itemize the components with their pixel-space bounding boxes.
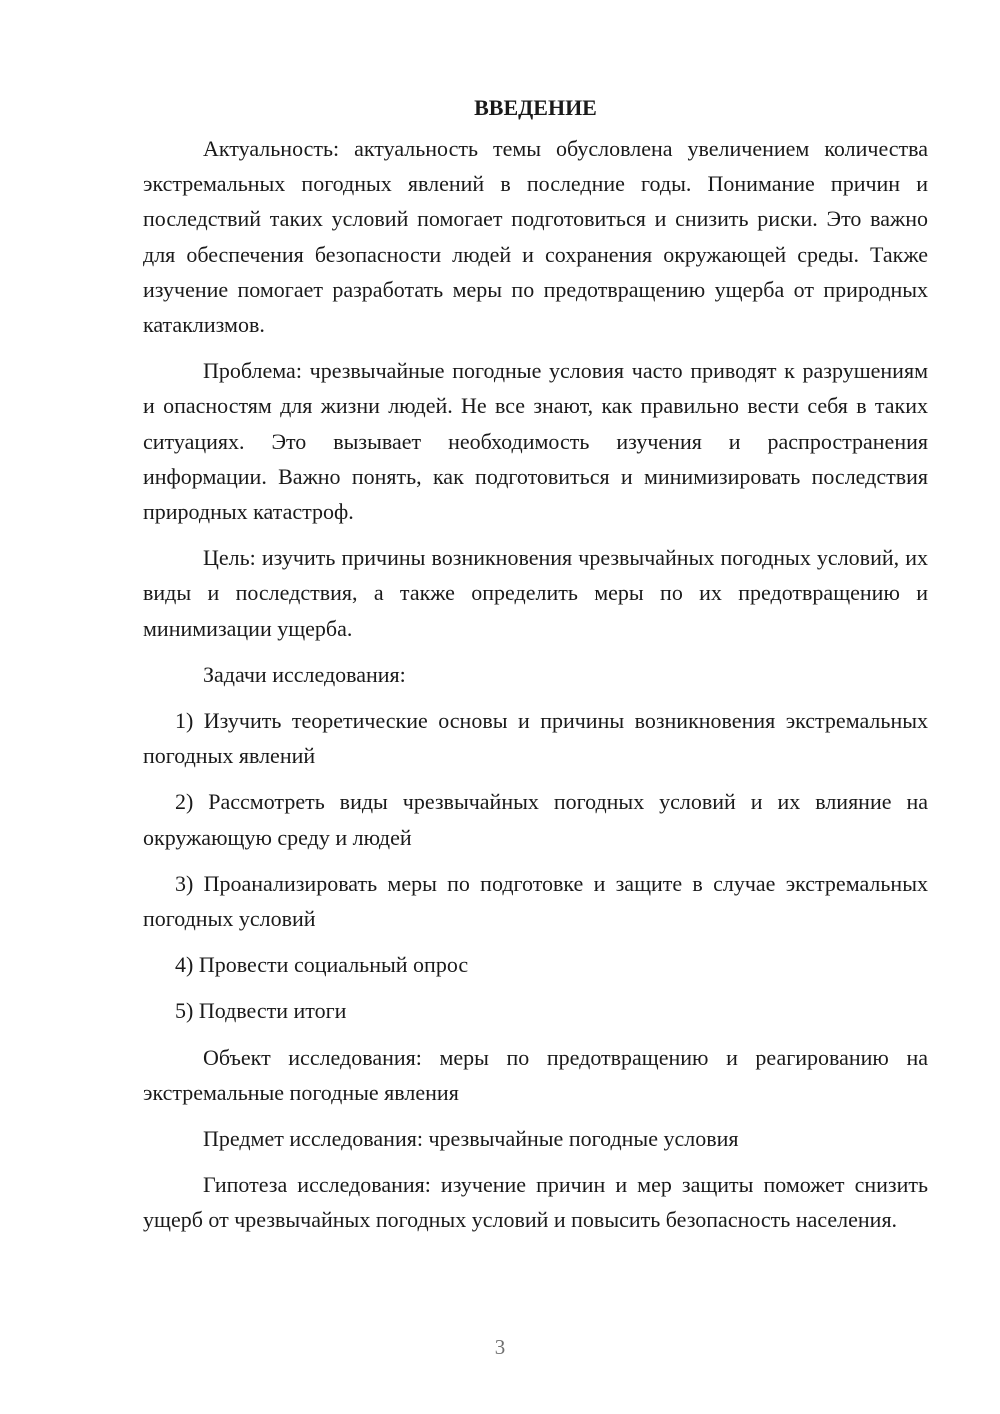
task-item-4: 4) Провести социальный опрос: [175, 952, 469, 978]
hypothesis-paragraph: Гипотеза исследования: изучение причин и мер защиты поможет снизить ущерб от чрезвычайных погодных условий и повысить безопасность населения.: [143, 1172, 928, 1233]
document-page: [143, 90, 928, 1249]
subject-paragraph: Предмет исследования: чрезвычайные погодные условия: [203, 1126, 739, 1152]
object-paragraph: Объект исследования: меры по предотвращению и реагированию на экстремальные погодные явления: [143, 1044, 928, 1105]
page-title: ВВЕДЕНИЕ: [474, 95, 597, 120]
task-item-5: 5) Подвести итоги: [175, 998, 347, 1024]
task-item-1: 1) Изучить теоретические основы и причины возникновения экстремальных погодных явлений: [143, 708, 928, 769]
goal-paragraph: Цель: изучить причины возникновения чрезвычайных погодных условий, их виды и последствия, а также определить меры по их предотвращению и минимизации ущерба.: [143, 545, 928, 641]
problem-paragraph: Проблема: чрезвычайные погодные условия часто приводят к разрушениям и опасностям для жизни людей. Не все знают, как правильно вести себя в таких ситуациях. Это вызывает необходимость изучения и распространения информации. Важно понять, как подготовиться и минимизировать последствия природных катастроф.: [143, 358, 928, 525]
tasks-heading: Задачи исследования:: [203, 661, 406, 687]
page-number: 3: [494, 1335, 506, 1359]
task-item-2: 2) Рассмотреть виды чрезвычайных погодных условий и их влияние на окружающую среду и людей: [143, 789, 928, 850]
task-item-3: 3) Проанализировать меры по подготовке и защите в случае экстремальных погодных условий: [143, 870, 928, 932]
relevance-paragraph: Актуальность: актуальность темы обусловлена увеличением количества экстремальных погодных явлений в последние годы. Понимание причин и последствий таких условий помогает подготовиться и снизить риски. Это важно для обеспечения безопасности людей и сохранения окружающей среды. Также изучение помогает разработать меры по предотвращению ущерба от природных катаклизмов.: [143, 136, 928, 338]
